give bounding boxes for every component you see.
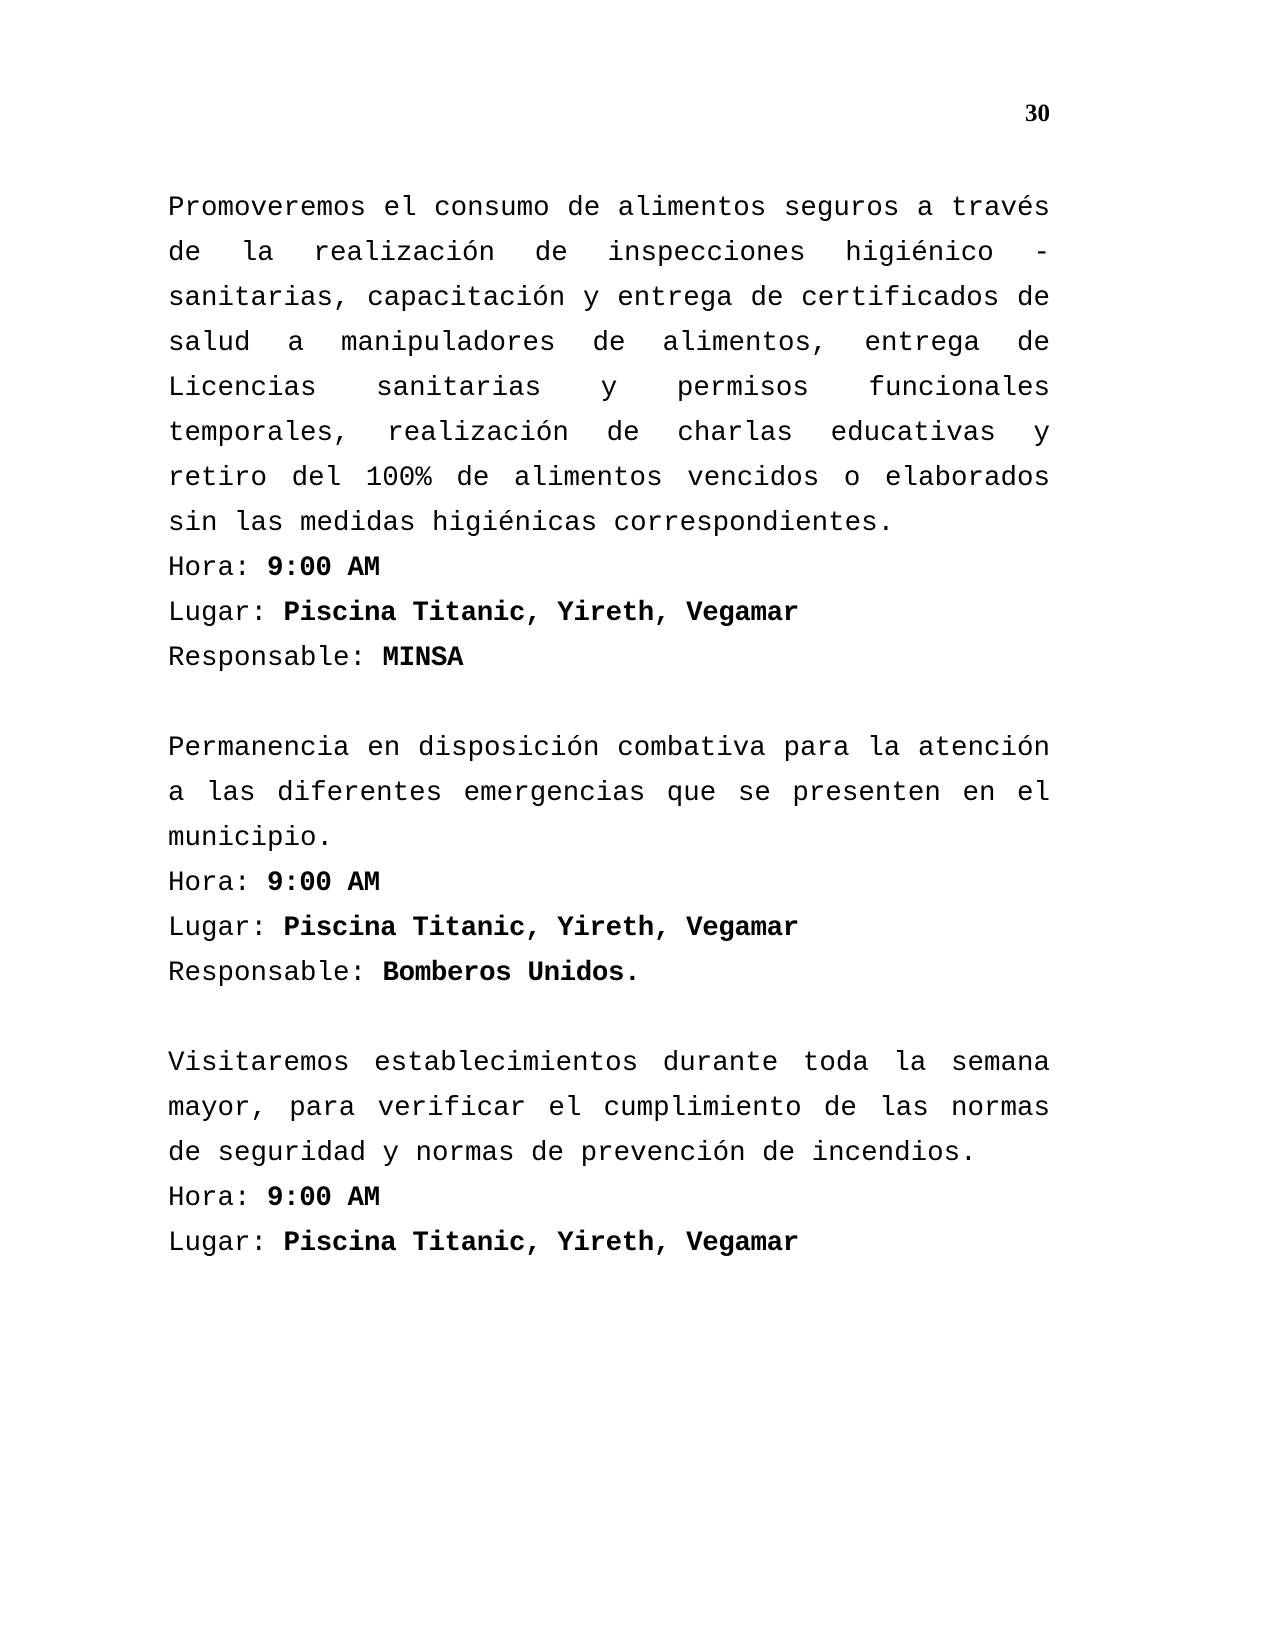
detail-value: 9:00 AM	[267, 1183, 380, 1214]
detail-label: Responsable:	[168, 958, 383, 989]
activity-description: Visitaremos establecimientos durante toda la semana mayor, para verificar el cumplimiento de las normas de seguridad y normas de prevención de incendios.	[168, 1048, 1050, 1169]
document-body	[168, 186, 1050, 1266]
page-number: 30	[1025, 100, 1050, 127]
activity-block	[168, 186, 1050, 681]
detail-value: MINSA	[382, 643, 464, 674]
activity-block	[168, 1041, 1050, 1266]
activity-block	[168, 726, 1050, 996]
detail-lugar	[168, 591, 1050, 636]
detail-label: Lugar:	[168, 1228, 284, 1259]
detail-value: Piscina Titanic, Yireth, Vegamar	[283, 598, 799, 629]
detail-value: 9:00 AM	[267, 553, 380, 584]
detail-responsable	[168, 636, 1050, 681]
detail-hora	[168, 546, 1050, 591]
detail-value: Bomberos Unidos.	[382, 958, 641, 989]
detail-hora	[168, 1176, 1050, 1221]
detail-label: Hora:	[168, 553, 268, 584]
detail-lugar	[168, 1221, 1050, 1266]
detail-label: Hora:	[168, 1183, 268, 1214]
detail-value: Piscina Titanic, Yireth, Vegamar	[283, 1228, 799, 1259]
detail-label: Lugar:	[168, 913, 284, 944]
detail-hora	[168, 861, 1050, 906]
block-spacer	[168, 681, 1050, 726]
detail-label: Lugar:	[168, 598, 284, 629]
detail-label: Hora:	[168, 868, 268, 899]
detail-lugar	[168, 906, 1050, 951]
activity-description: Permanencia en disposición combativa para la atención a las diferentes emergencias que se presenten en el municipio.	[168, 733, 1050, 854]
detail-value: Piscina Titanic, Yireth, Vegamar	[283, 913, 799, 944]
activity-description: Promoveremos el consumo de alimentos seguros a través de la realización de inspecciones higiénico - sanitarias, capacitación y entrega de certificados de salud a manipuladores de alimentos, entrega de Licencias sanitarias y permisos funcionales temporales, realización de charlas educativas y retiro del 100% de alimentos vencidos o elaborados sin las medidas higiénicas correspondientes.	[168, 193, 1050, 539]
detail-responsable	[168, 951, 1050, 996]
detail-label: Responsable:	[168, 643, 383, 674]
detail-value: 9:00 AM	[267, 868, 380, 899]
block-spacer	[168, 996, 1050, 1041]
